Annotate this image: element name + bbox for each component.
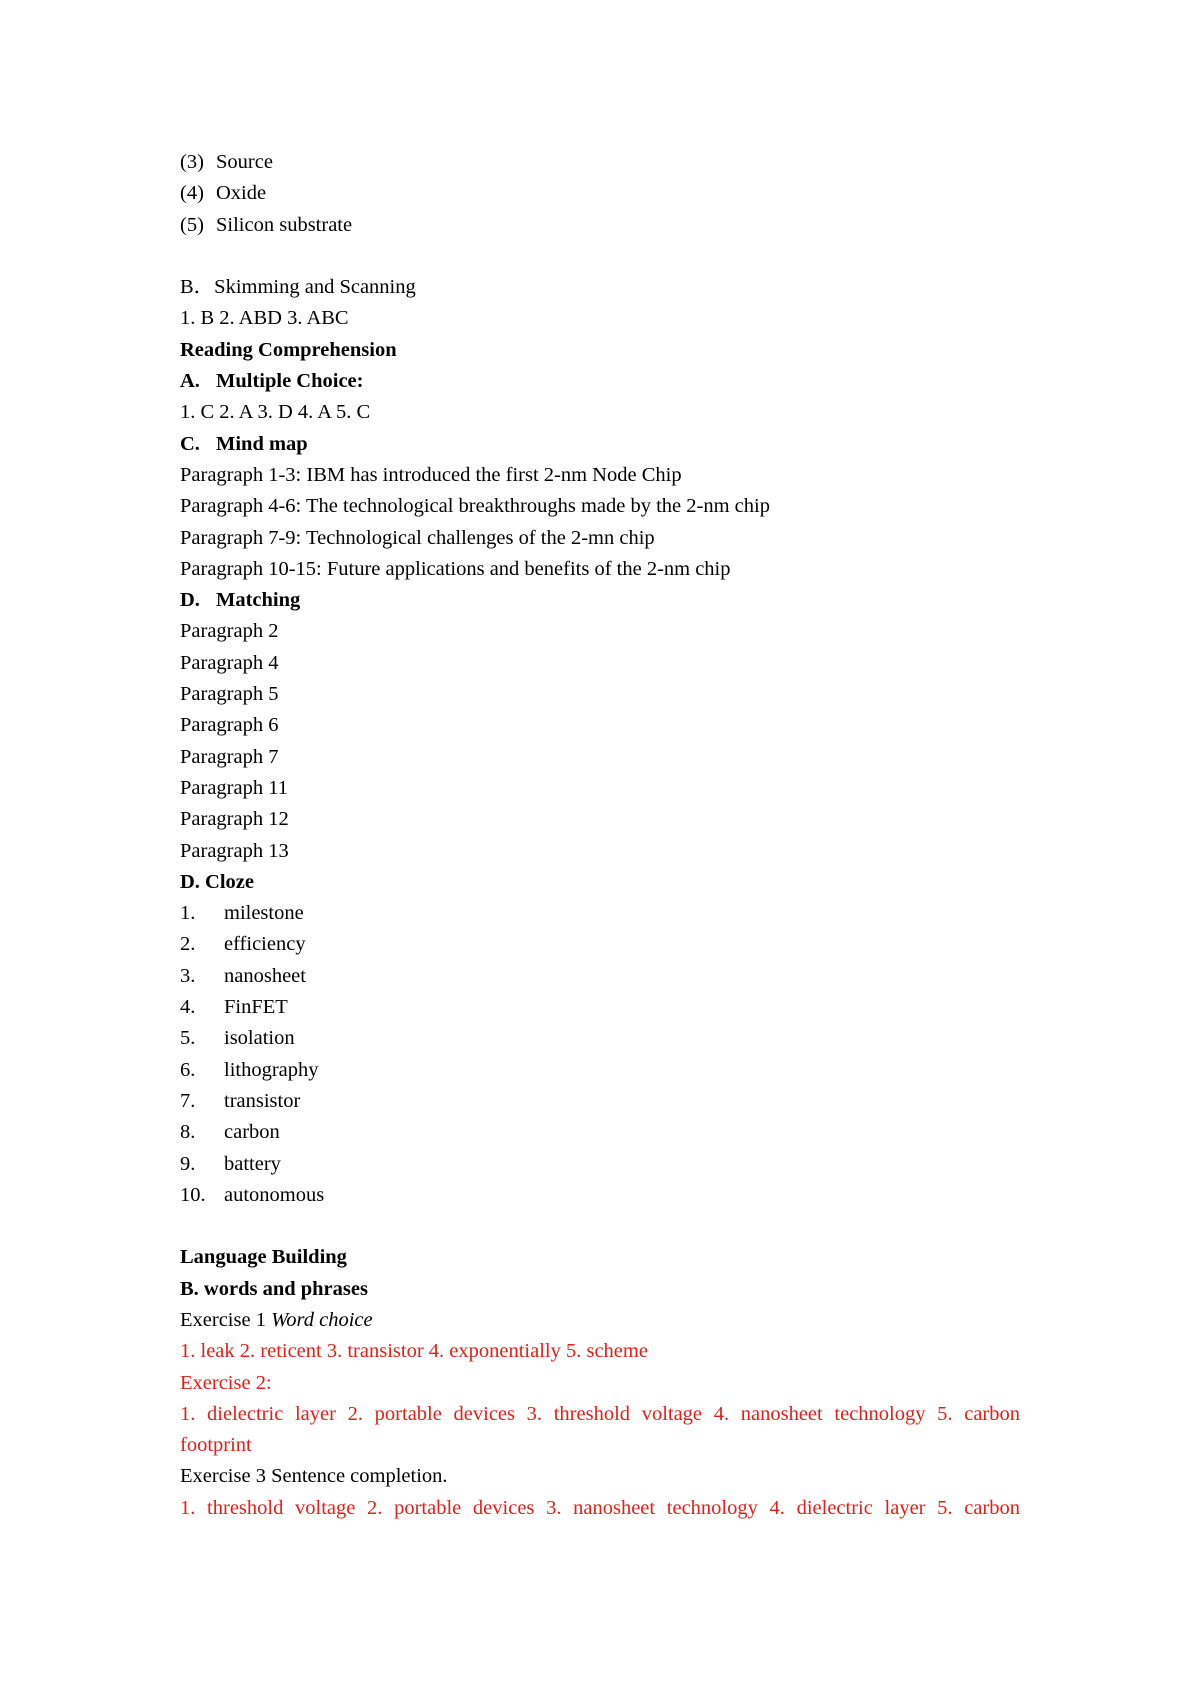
mind-map-line: Paragraph 10-15: Future applications and benefits of the 2-nm chip <box>180 557 731 580</box>
matching-heading <box>180 585 1020 616</box>
cloze-word: isolation <box>224 1027 295 1050</box>
label-number: (5) <box>180 213 204 236</box>
exercise-2-answers-line-2: footprint <box>180 1434 252 1457</box>
matching-line: Paragraph 12 <box>180 808 289 831</box>
cloze-number: 5. <box>180 1027 196 1050</box>
cloze-number: 7. <box>180 1089 196 1112</box>
cloze-word: carbon <box>224 1121 280 1144</box>
language-heading: Language Building <box>180 1246 347 1269</box>
exercise-3-answers-line-1: 1. threshold voltage 2. portable devices 3. nanosheet technology 4. dielectric layer 5. carbon <box>180 1496 1020 1519</box>
cloze-number: 6. <box>180 1058 196 1081</box>
label-text: Silicon substrate <box>216 213 353 236</box>
section-title: Matching <box>216 589 301 612</box>
mind-map-line: Paragraph 4-6: The technological breakthroughs made by the 2-nm chip <box>180 495 770 518</box>
cloze-word: FinFET <box>224 996 288 1019</box>
blank-line <box>180 241 1020 272</box>
cloze-item <box>180 1117 1020 1148</box>
exercise-label: Exercise 1 <box>180 1308 272 1331</box>
label-number: (3) <box>180 151 204 173</box>
cloze-item <box>180 992 1020 1023</box>
exercise-1-label <box>180 1305 1020 1336</box>
label-item-4 <box>180 178 1020 209</box>
section-title: Mind map <box>216 432 308 455</box>
section-letter: C. <box>180 432 200 455</box>
cloze-item <box>180 1180 1020 1211</box>
cloze-item <box>180 1086 1020 1117</box>
cloze-number: 9. <box>180 1152 196 1175</box>
multiple-choice-heading <box>180 366 1020 397</box>
cloze-item <box>180 1149 1020 1180</box>
mind-map-line: Paragraph 7-9: Technological challenges of the 2-mn chip <box>180 526 655 549</box>
cloze-word: transistor <box>224 1089 301 1112</box>
matching-line: Paragraph 2 <box>180 620 279 643</box>
matching-line: Paragraph 13 <box>180 839 289 862</box>
cloze-word: efficiency <box>224 933 306 956</box>
matching-line: Paragraph 4 <box>180 651 279 674</box>
cloze-word: lithography <box>224 1058 319 1081</box>
document-page <box>180 147 1020 1524</box>
cloze-number: 1. <box>180 902 196 925</box>
exercise-3-label: Exercise 3 Sentence completion. <box>180 1465 448 1488</box>
cloze-number: 8. <box>180 1121 196 1144</box>
words-phrases-heading: B. words and phrases <box>180 1277 368 1300</box>
label-item-5 <box>180 210 1020 241</box>
cloze-number: 2. <box>180 933 196 956</box>
cloze-word: nanosheet <box>224 964 306 987</box>
cloze-number: 4. <box>180 996 196 1019</box>
cloze-item <box>180 961 1020 992</box>
section-letter: A. <box>180 370 200 393</box>
cloze-number: 3. <box>180 964 196 987</box>
cloze-heading: D. Cloze <box>180 870 255 893</box>
exercise-2-label: Exercise 2: <box>180 1371 272 1394</box>
cloze-item <box>180 929 1020 960</box>
mind-map-line: Paragraph 1-3: IBM has introduced the first 2-nm Node Chip <box>180 463 682 486</box>
exercise-title: Word choice <box>271 1308 373 1331</box>
cloze-word: battery <box>224 1152 281 1175</box>
matching-line: Paragraph 11 <box>180 776 288 799</box>
section-letter: D. <box>180 589 200 612</box>
cloze-word: autonomous <box>224 1183 325 1206</box>
multiple-choice-answers: 1. C 2. A 3. D 4. A 5. C <box>180 401 371 424</box>
skimming-heading: B．Skimming and Scanning <box>180 276 416 299</box>
skimming-answers: 1. B 2. ABD 3. ABC <box>180 307 349 330</box>
label-item-3 <box>180 147 1020 178</box>
cloze-item <box>180 1055 1020 1086</box>
matching-line: Paragraph 7 <box>180 745 279 768</box>
cloze-item <box>180 1023 1020 1054</box>
matching-line: Paragraph 5 <box>180 683 279 706</box>
label-number: (4) <box>180 182 204 205</box>
reading-heading: Reading Comprehension <box>180 338 397 361</box>
matching-line: Paragraph 6 <box>180 714 279 737</box>
label-text: Source <box>216 151 273 173</box>
blank-line <box>180 1211 1020 1242</box>
cloze-number: 10. <box>180 1183 206 1206</box>
mind-map-heading <box>180 429 1020 460</box>
cloze-item <box>180 898 1020 929</box>
section-title: Multiple Choice: <box>216 370 364 393</box>
exercise-1-answers: 1. leak 2. reticent 3. transistor 4. exponentially 5. scheme <box>180 1340 648 1363</box>
cloze-word: milestone <box>224 902 304 925</box>
exercise-2-answers-line-1: 1. dielectric layer 2. portable devices 3. threshold voltage 4. nanosheet technology 5. carbon <box>180 1402 1020 1425</box>
label-text: Oxide <box>216 182 267 205</box>
